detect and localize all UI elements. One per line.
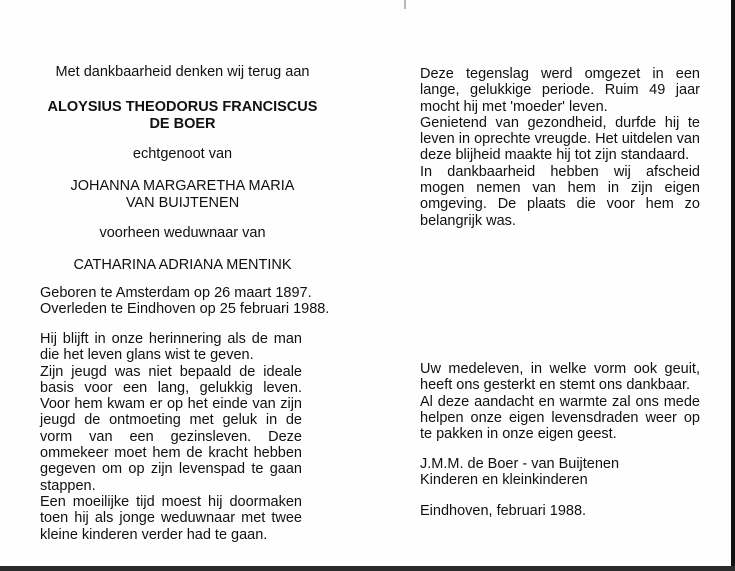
- tribute-paragraph: [420, 66, 700, 229]
- life-story-sentence: Hij blijft in onze herinnering als de man die het leven glans wist te geven.: [40, 331, 302, 364]
- thanks-paragraph: [420, 361, 700, 442]
- tribute-sentence: In dankbaarheid hebben wij afscheid mogen nemen van hem in zijn eigen omgeving. De plaats die voor hem zo belangrijk was.: [420, 163, 700, 229]
- deceased-name-line1: ALOYSIUS THEODORUS FRANCISCUS: [47, 99, 318, 115]
- death-line: Overleden te Eindhoven op 25 februari 1988.: [40, 301, 330, 317]
- life-story-sentence: Zijn jeugd was niet bepaald de ideale basis voor een lang, gelukkig leven. Voor hem kwam er op het einde van zijn jeugd de ontmoeting met geluk in de vorm van een gezinsleven. Deze ommekeer moet hem de kracht hebben gegeven om op zijn levenspad te gaan stappen.: [40, 363, 302, 494]
- deceased-name-line2: DE BOER: [149, 116, 216, 132]
- thanks-sentence: Al deze aandacht en warmte zal ons mede helpen onze eigen levensdraden weer op te pakken in onze eigen geest.: [420, 393, 700, 443]
- scan-edge-bottom: [0, 566, 735, 571]
- place-date: Eindhoven, februari 1988.: [420, 503, 587, 519]
- life-story-paragraph: [40, 331, 302, 543]
- spouse-name-line1: JOHANNA MARGARETHA MARIA: [70, 178, 295, 194]
- tribute-sentence: Genietend van gezondheid, durfde hij te leven in oprechte vreugde. Het uitdelen van deze blijheid maakte hij tot zijn standaard.: [420, 114, 700, 164]
- life-story-sentence: Een moeilijke tijd moest hij doormaken toen hij als jonge weduwnaar met twee kleine kinderen verder had te gaan.: [40, 493, 302, 543]
- signature-children: Kinderen en kleinkinderen: [420, 472, 588, 488]
- former-relation: voorheen weduwnaar van: [99, 225, 266, 241]
- tribute-sentence: Deze tegenslag werd omgezet in een lange, gelukkige periode. Ruim 49 jaar mocht hij met 'moeder' leven.: [420, 66, 700, 115]
- scan-edge-right: [731, 0, 735, 571]
- spouse-name-line2: VAN BUIJTENEN: [125, 195, 240, 211]
- former-spouse-name: CATHARINA ADRIANA MENTINK: [73, 257, 292, 273]
- scan-speck: [404, 0, 406, 9]
- signature-family: J.M.M. de Boer - van Buijtenen: [420, 456, 620, 472]
- spouse-relation: echtgenoot van: [132, 146, 233, 162]
- birth-line: Geboren te Amsterdam op 26 maart 1897.: [40, 285, 312, 301]
- intro-line: Met dankbaarheid denken wij terug aan: [55, 64, 310, 80]
- thanks-sentence: Uw medeleven, in welke vorm ook geuit, heeft ons gesterkt en stemt ons dankbaar.: [420, 361, 700, 394]
